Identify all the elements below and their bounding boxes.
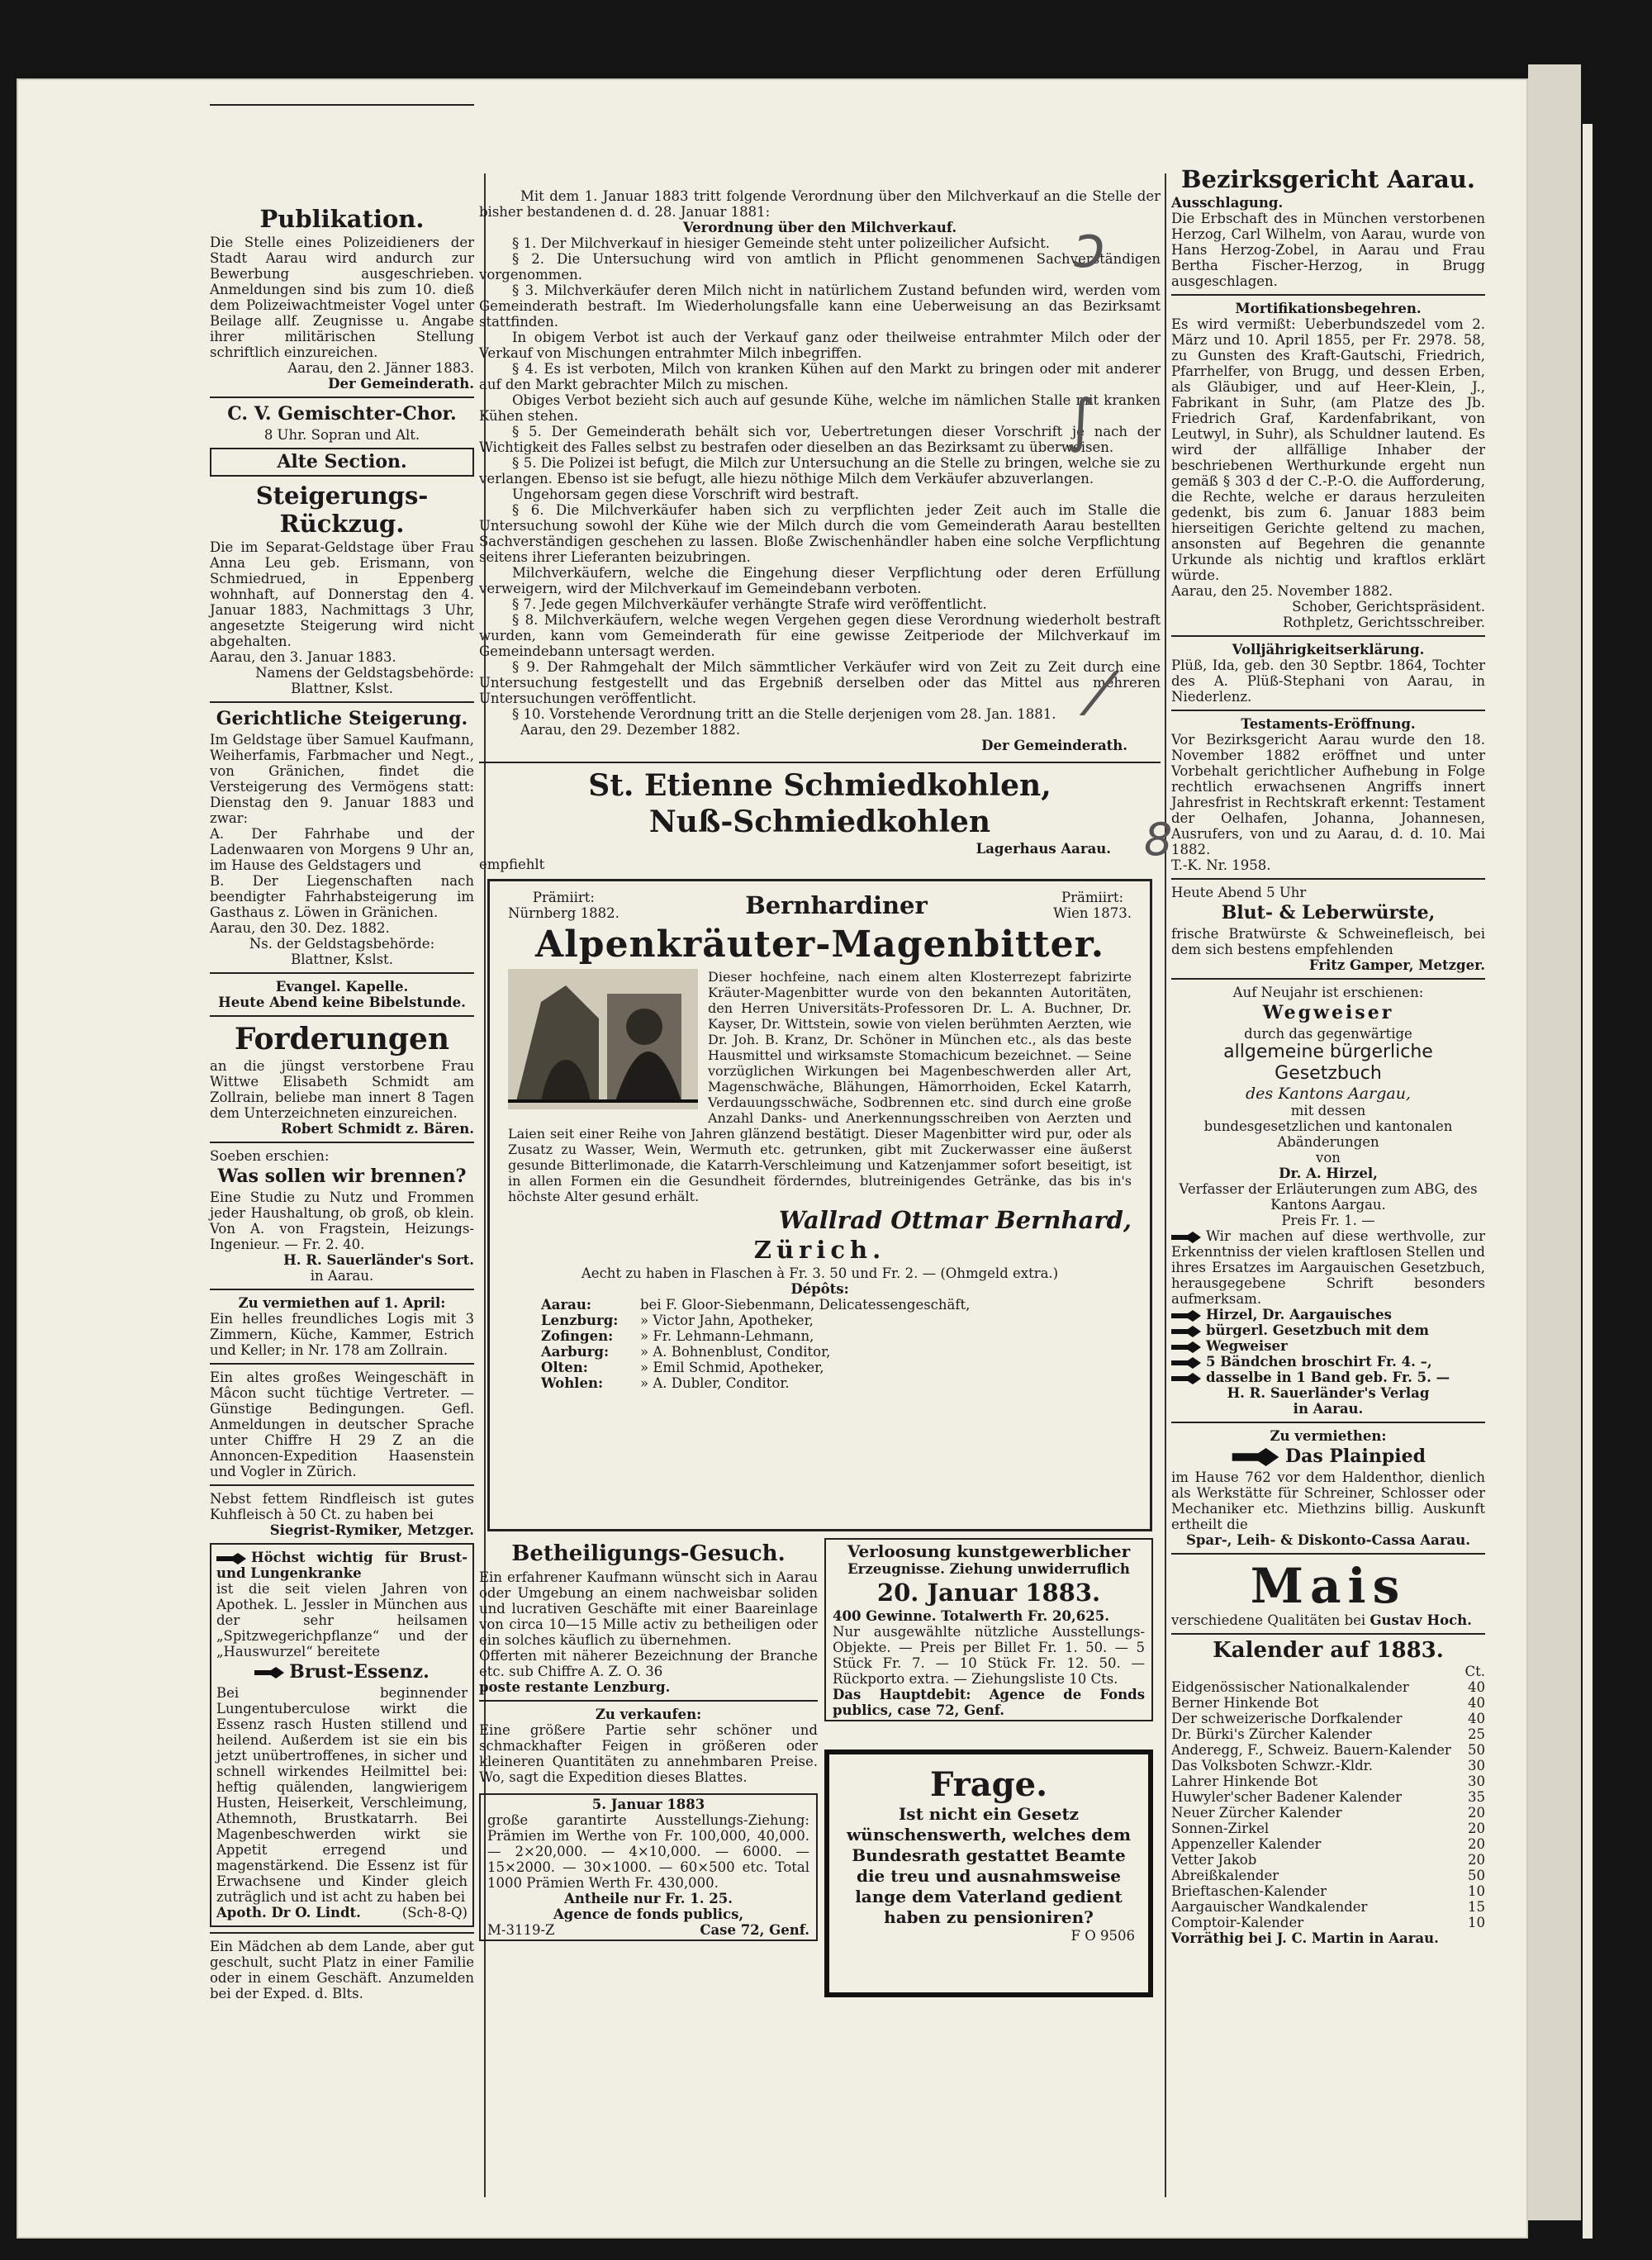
kapelle-line: Heute Abend keine Bibelstunde. (218, 995, 466, 1010)
kalender-row (1171, 1695, 1485, 1711)
depot-row (541, 1360, 1132, 1375)
depot-town: Wohlen: (541, 1375, 604, 1391)
kalender-name: Neuer Zürcher Kalender (1171, 1805, 1342, 1821)
pencil-mark-1: ↄ (1074, 213, 1106, 281)
kalender-price: 50 (1468, 1868, 1485, 1883)
steigerung-signature-2: Blattner, Kslst. (291, 952, 393, 967)
brennen-signature-1: H. R. Sauerländer's Sort. (283, 1252, 474, 1268)
wegweiser-sub-4: bundesgesetzlichen und kantonalen (1203, 1118, 1453, 1134)
wegweiser-note-row (1171, 1228, 1485, 1307)
kalender-price: 30 (1468, 1758, 1485, 1773)
verlosung-date: 20. Januar 1883. (876, 1579, 1101, 1607)
publikation-signature: Der Gemeinderath. (328, 376, 474, 392)
depot-merchant: » A. Dubler, Conditor. (640, 1375, 790, 1391)
verordnung-intro: Mit dem 1. Januar 1883 tritt folgende Verordnung über den Milchverkauf an die Stelle der bisher bestandenen d. d. 28. Januar 1881: (479, 188, 1161, 220)
pointing-hand-icon (1231, 1448, 1280, 1466)
kalender-name: Dr. Bürki's Zürcher Kalender (1171, 1726, 1372, 1742)
lower-ads-left (479, 1538, 818, 1997)
forderungen-title: Forderungen (234, 1022, 450, 1056)
plainpied-signature: Spar-, Leih- & Diskonto-Cassa Aarau. (1185, 1532, 1470, 1548)
divider (479, 762, 1161, 763)
alte-section-box: Alte Section. (210, 448, 474, 477)
steigerung-item-a: A. Der Fahrhabe und der Ladenwaaren von Morgens 9 Uhr an, im Hause des Geldstagers und (210, 826, 474, 873)
verordnung-paragraph: Milchverkäufern, welche die Eingehung dieser Verpflichtung oder deren Erfüllung verweigern, wird der Milchverkauf im Gemeindebann verboten. (479, 565, 1161, 596)
steigerung-item-b: B. Der Liegenschaften nach beendigter Fahrhabsteigerung im Gasthaus z. Löwen in Gränichen. (210, 873, 474, 920)
kalender-price: 30 (1468, 1773, 1485, 1789)
depot-merchant: » Victor Jahn, Apotheker, (640, 1313, 814, 1328)
rueckzug-signature-2: Blattner, Kslst. (291, 681, 393, 696)
kalender-row (1171, 1805, 1485, 1821)
verordnung-paragraphs (479, 235, 1161, 722)
kalender-row (1171, 1773, 1485, 1789)
magenbitter-depots-title: Dépôts: (790, 1281, 849, 1297)
mortifikation-body: Es wird vermißt: Ueberbundszedel vom 2. März und 10. April 1855, per Fr. 2978. 58, zu Gunsten des Kraft-Gautschi, Friedrich, Pfarrhelfer, von Brugg, und dessen Erben, als Gläubiger, und auf Heer-Klein, J., Fabrikant in Suhr, (am Platze des Jb. Friedrich Graf, Kardenfabrikant, von Leutwyl, in Suhr), als Schuldner lautend. Es wird der allfällige Inhaber der beschriebenen Werthurkunde ergeht nun gemäß § 303 d der C.-P.-O. die Aufforderung, die Rechte, welche er daraus herzuleiten gedenkt, bis zum 6. Januar 1883 beim hierseitigen Gerichte geltend zu machen, ansonsten auf Begehren die genannte Urkunde als nichtig und kraftlos erklärt würde. (1171, 316, 1485, 583)
kalender-price: 20 (1468, 1805, 1485, 1821)
lotterie-code: M-3119-Z (487, 1922, 555, 1938)
divider (210, 1484, 474, 1486)
pointing-hand-icon (1171, 1373, 1201, 1384)
brennen-body: Eine Studie zu Nutz und Frommen jeder Haushaltung, ob groß, ob klein. Von A. von Fragstein, Heizungs-Ingenieur. — Fr. 2. 40. (210, 1189, 474, 1252)
mortifikation-title: Mortifikationsbegehren. (1235, 301, 1422, 316)
page-edge-strip (1583, 124, 1593, 2239)
kalender-row (1171, 1758, 1485, 1773)
verordnung-date: Aarau, den 29. Dezember 1882. (520, 722, 741, 738)
maedchen-body: Ein Mädchen ab dem Lande, aber gut geschult, sucht Platz in einer Familie oder in einem Geschäft. Anzumelden bei der Exped. d. Blts. (210, 1939, 474, 2001)
brustessenz-footer (216, 1905, 468, 1921)
magenbitter-left-award (508, 890, 620, 921)
divider (1171, 1422, 1485, 1423)
weingeschaeft-body: Ein altes großes Weingeschäft in Mâcon sucht tüchtige Vertreter. — Günstige Bedingungen. Gefl. Anmeldungen in deutscher Sprache unter Chiffre H 29 Z an die Annoncen-Expedition Haasenstein und Vogler in Zürich. (210, 1370, 474, 1479)
kalender-name: Vetter Jakob (1171, 1852, 1257, 1868)
chor-line: 8 Uhr. Sopran und Alt. (263, 427, 420, 443)
kalender-list (1171, 1679, 1485, 1930)
right-award-place: Wien 1873. (1053, 905, 1132, 921)
mais-signature: Gustav Hoch. (1370, 1612, 1472, 1628)
kohlen-title-1: St. Etienne Schmiedkohlen, (588, 768, 1051, 803)
testament-body: Vor Bezirksgericht Aarau wurde den 18. November 1882 eröffnet und unter Vorbehalt gerichtlicher Aufhebung in Folge rechtlich erwachsenen Angriffs innert Jahresfrist in Rechtskraft erkennt: Testament der Oelhafen, Johanna, Johannesen, Ausrufers, von und zu Aarau, d. d. 10. Mai 1882. (1171, 732, 1486, 857)
wuerste-signature: Fritz Gamper, Metzger. (1308, 957, 1485, 973)
kalender-row (1171, 1836, 1485, 1852)
kalender-name: Appenzeller Kalender (1171, 1836, 1322, 1852)
mortifikation-signature-2: Rothpletz, Gerichtsschreiber. (1282, 615, 1485, 630)
verordnung-paragraph: § 6. Die Milchverkäufer haben sich zu verpflichten jeder Zeit auch im Stalle die Untersuchung sowohl der Kühe wie der Milch durch die vom Gemeinderath Aarau bestellten Sachverständigen geschehen zu lassen. Bloße Zwischenhändler haben eine solche Verpflichtung seitens ihrer Lieferanten beizubringen. (479, 502, 1161, 565)
kalender-row (1171, 1915, 1485, 1930)
kalender-price: 10 (1468, 1883, 1485, 1899)
plainpied-kicker: Zu vermiethen: (1270, 1428, 1387, 1444)
depot-town: Aarburg: (541, 1344, 610, 1360)
divider (1171, 294, 1485, 296)
kalender-row (1171, 1726, 1485, 1742)
vermieten-title: Zu vermiethen auf 1. April: (238, 1295, 446, 1311)
verlosung-title-1: Verloosung kunstgewerblicher (847, 1541, 1131, 1561)
forderungen-body: an die jüngst verstorbene Frau Wittwe Elisabeth Schmidt am Zollrain, beliebe man innert 8 Tagen dem Unterzeichneten einzureichen. (210, 1058, 474, 1121)
brustessenz-ad (210, 1543, 474, 1927)
kalender-price: 20 (1468, 1836, 1485, 1852)
kalender-name: Berner Hinkende Bot (1171, 1695, 1319, 1711)
kalender-signature: Vorräthig bei J. C. Martin in Aarau. (1171, 1930, 1439, 1946)
kalender-price: 20 (1468, 1821, 1485, 1836)
divider (479, 1700, 818, 1702)
verordnung-paragraph: § 5. Der Gemeinderath behält sich vor, Uebertretungen dieser Vorschrift je nach der Wichtigkeit des Falles selbst zu bestrafen oder dieselben an das Bezirksamt zu überweisen. (479, 424, 1161, 455)
depot-merchant: » Fr. Lehmann-Lehmann, (640, 1328, 814, 1344)
verordnung-signature: Der Gemeinderath. (981, 738, 1127, 753)
kalender-title: Kalender auf 1883. (1213, 1638, 1444, 1663)
wegweiser-price: Preis Fr. 1. — (1281, 1213, 1375, 1228)
pencil-mark-2: ∫ (1066, 387, 1096, 454)
magenbitter-body: Dieser hochfeine, nach einem alten Klosterrezept fabrizirte Kräuter-Magenbitter wurde von den bekannten Autoritäten, den Herren Universitäts-Professoren Dr. L. A. Buchner, Dr. Kayser, Dr. Wittstein, sowie von vielen berühmten Aerzten, wie Dr. Joh. B. Kranz, Dr. Schöner in München etc., als das beste Hausmittel und wirksamste Stomachicum bezeichnet. — Seine vorzüglichen Wirkungen bei Magenbeschwerden aller Art, Magenschwäche, Blähungen, Hämorrhoiden, Eckel Katarrh, Verdauungsschwäche, Sodbrennen etc. sind durch eine große Anzahl Danks- und Anerkennungsschreiben von Aerzten und Laien seit einer Reihe von Jahren glänzend bestätigt. Dieser Magenbitter wird pur, oder als Zusatz zu Wasser, Wein, Wermuth etc. getrunken, gibt mit Zuckerwasser eine äußerst gesunde Bitterlimonade, die Katarrh-Verschleimung und Katzenjammer sofort beseitigt, ist in allen Formen ein die Gesundheit förderndes, blutreinigendes Getränke, das bis in's höchste Alter gesund erhält. (508, 969, 1132, 1204)
divider (210, 701, 474, 703)
publikation-date: Aarau, den 2. Jänner 1883. (287, 360, 474, 376)
kalender-price: 50 (1468, 1742, 1485, 1758)
pencil-mark-3: ⁄ (1094, 661, 1104, 729)
divider (210, 972, 474, 974)
steigerung-title: Gerichtliche Steigerung. (216, 708, 468, 729)
column-3 (1171, 164, 1485, 1946)
kalender-name: Der schweizerische Dorfkalender (1171, 1711, 1403, 1726)
wegweiser-note: Wir machen auf diese werthvolle, zur Erkenntniss der vielen kraftlosen Stellen und ihres Ersatzes im Aargauischen Gesetzbuch, herausgegebene Schrift besonders aufmerksam. (1171, 1228, 1485, 1307)
publikation-title: Publikation. (259, 205, 425, 233)
verordnung-paragraph: § 7. Jede gegen Milchverkäufer verhängte Strafe wird veröffentlicht. (512, 596, 987, 612)
plainpied-title-row (1171, 1446, 1485, 1468)
verlosung-body: Nur ausgewählte nützliche Ausstellungs-Objekte. — Preis per Billet Fr. 1. 50. — 5 Stück Fr. 7. — 10 Stück Fr. 12. 50. — Rückporto extra. — Ziehungsliste 10 Cts. (833, 1624, 1145, 1687)
column-rule-right (1165, 173, 1166, 2197)
pointing-hand-icon (254, 1667, 284, 1678)
wegweiser-list-text: bürgerl. Gesetzbuch mit dem (1206, 1322, 1429, 1338)
depot-town: Zofingen: (541, 1328, 614, 1344)
verlosung-line-1: 400 Gewinne. Totalwerth Fr. 20,625. (833, 1608, 1109, 1624)
steigerung-signature-1: Ns. der Geldstagsbehörde: (249, 936, 435, 952)
left-award-place: Nürnberg 1882. (508, 905, 620, 921)
rueckzug-body: Die im Separat-Geldstage über Frau Anna Leu geb. Erismann, von Schmiedrued, in Eppenberg wohnhaft, auf Donnerstag den 4. Januar 1883, Nachmittags 3 Uhr, angesetzte Steigerung wird nicht abgehalten. (210, 539, 474, 649)
brustessenz-intro: ist die seit vielen Jahren von Apothek. L. Jessler in München aus der sehr heilsamen „Spitzwegerichpflanze“ und der „Hauswurzel“ bereitete (216, 1581, 468, 1659)
lotterie-box (479, 1793, 818, 1941)
wuerste-title: Blut- & Leberwürste, (1221, 902, 1436, 923)
testament-code: T.-K. Nr. 1958. (1171, 857, 1271, 873)
pointing-hand-icon (1171, 1232, 1201, 1243)
wegweiser-author: Dr. A. Hirzel, (1279, 1166, 1378, 1181)
kalender-name: Brieftaschen-Kalender (1171, 1883, 1327, 1899)
rindfleisch-body: Nebst fettem Rindfleisch ist gutes Kuhfleisch à 50 Ct. zu haben bei (210, 1491, 474, 1522)
kalender-price: 40 (1468, 1679, 1485, 1695)
steigerung-body: Im Geldstage über Samuel Kaufmann, Weiherfamis, Farbmacher und Negt., von Gränichen, findet die Versteigerung des Vermögens statt: Dienstag den 9. Januar 1883 und zwar: (210, 732, 474, 826)
wegweiser-sub-2: des Kantons Aargau, (1246, 1085, 1411, 1103)
magenbitter-price: Aecht zu haben in Flaschen à Fr. 3. 50 und Fr. 2. — (Ohmgeld extra.) (581, 1265, 1059, 1281)
kalender-row (1171, 1883, 1485, 1899)
magenbitter-firm: Wallrad Ottmar Bernhard, (778, 1206, 1132, 1234)
kalender-name: Sonnen-Zirkel (1171, 1821, 1270, 1836)
feigen-body: Eine größere Partie sehr schöner und schmackhafter Feigen in größeren oder kleineren Quantitäten zu annehmbaren Preise. Wo, sagt die Expedition dieses Blattes. (479, 1722, 818, 1785)
gesuch-body-2: Offerten mit näherer Bezeichnung der Branche etc. sub Chiffre A. Z. O. 36 (479, 1648, 818, 1679)
verordnung-paragraph: § 8. Milchverkäufern, welche wegen Vergehen gegen diese Verordnung wiederholt bestraft wurden, kann vom Gemeinderath für eine gewisse Zeitperiode der Milchverkauf im Gemeindebann untersagt werden. (479, 612, 1161, 659)
bezirksgericht-title: Bezirksgericht Aarau. (1181, 165, 1475, 193)
depot-town: Aarau: (541, 1297, 591, 1313)
pointing-hand-icon (1171, 1357, 1201, 1369)
verordnung-paragraph: Obiges Verbot bezieht sich auch auf gesunde Kühe, welche im nämlichen Stalle mit kranken Kühen stehen. (479, 392, 1161, 424)
divider (1171, 978, 1485, 980)
divider (1171, 710, 1485, 711)
divider (210, 396, 474, 398)
kalender-name: Aargauischer Wandkalender (1171, 1899, 1368, 1915)
bezirksgericht-body: Die Erbschaft des in München verstorbenen Herzog, Carl Wilhelm, von Aarau, wurde von Hans Herzog-Zobel, in Aarau und Frau Bertha Fischer-Herzog, in Brugg ausgeschlagen. (1171, 211, 1485, 289)
divider (210, 104, 474, 106)
wegweiser-sub-6: von (1316, 1150, 1341, 1166)
right-award-label: Prämiirt: (1061, 890, 1124, 905)
wegweiser-list-text: Hirzel, Dr. Aargauisches (1206, 1307, 1392, 1322)
kalender-name: Abreißkalender (1171, 1868, 1279, 1883)
mais-title: Mais (1250, 1558, 1407, 1614)
kalender-name: Huwyler'scher Badener Kalender (1171, 1789, 1403, 1805)
wegweiser-title-2: allgemeine bürgerliche Gesetzbuch (1223, 1042, 1433, 1084)
frage-code: F O 9506 (1070, 1928, 1135, 1944)
kalender-row (1171, 1711, 1485, 1726)
divider (1171, 1633, 1485, 1635)
chor-title: C. V. Gemischter-Chor. (227, 403, 457, 425)
gesuch-body: Ein erfahrener Kaufmann wünscht sich in Aarau oder Umgebung an einem nachweisbar soliden und lucrativen Geschäfte mit einer Baareinlage von circa 10—15 Mille activ zu betheiligen oder ein solches käuflich zu übernehmen. (479, 1569, 818, 1648)
kalender-row (1171, 1679, 1485, 1695)
frage-title: Frage. (929, 1765, 1048, 1804)
pencil-mark-4: 8 (1144, 814, 1173, 866)
kalender-price: 40 (1468, 1695, 1485, 1711)
pointing-hand-icon (216, 1553, 246, 1564)
kalender-name: Comptoir-Kalender (1171, 1915, 1304, 1930)
depot-row (541, 1375, 1132, 1391)
wegweiser-list-text: 5 Bändchen broschirt Fr. 4. –, (1206, 1354, 1432, 1370)
pointing-hand-icon (1171, 1341, 1201, 1353)
monastery-engraving (508, 969, 698, 1109)
lower-ads-right (824, 1538, 1153, 1997)
wegweiser-list-text: dasselbe in 1 Band geb. Fr. 5. — (1206, 1370, 1450, 1385)
brennen-title: Was sollen wir brennen? (217, 1166, 467, 1187)
divider (210, 1932, 474, 1934)
lotterie-body: große garantirte Ausstellungs-Ziehung: Prämien im Werthe von Fr. 100,000, 40,000. — 2×20,000. — 4×10,000. — 6000. — 15×2000. — 30×1000. — 60×500 etc. Total 1000 Prämien Werth Fr. 430,000. (487, 1812, 809, 1891)
kalender-row (1171, 1789, 1485, 1805)
kohlen-empfiehlt: empfiehlt (479, 857, 545, 872)
divider (1171, 635, 1485, 637)
mais-body: verschiedene Qualitäten bei (1171, 1612, 1366, 1628)
magenbitter-ad (487, 879, 1152, 1531)
kalender-row (1171, 1742, 1485, 1758)
mortifikation-date: Aarau, den 25. November 1882. (1171, 583, 1393, 599)
gesuch-title: Betheiligungs-Gesuch. (511, 1541, 786, 1566)
brustessenz-code: (Sch-8-Q) (401, 1905, 468, 1921)
brustessenz-title-row (216, 1661, 468, 1683)
verordnung-paragraph: § 3. Milchverkäufer deren Milch nicht in natürlichem Zustand befunden wird, werden vom Gemeinderath bestraft. Im Wiederholungsfalle kann eine Ueberweisung an das Bezirksamt stattfinden. (479, 282, 1161, 330)
rueckzug-date: Aarau, den 3. Januar 1883. (210, 649, 396, 665)
kalender-name: Anderegg, F., Schweiz. Bauern-Kalender (1171, 1742, 1451, 1758)
depot-row (541, 1297, 1132, 1313)
wuerste-kicker: Heute Abend 5 Uhr (1171, 885, 1307, 900)
brustessenz-heading-row (216, 1550, 468, 1581)
plainpied-body: im Hause 762 vor dem Haldenthor, dienlich als Werkstätte für Schreiner, Schlosser oder Mechaniker etc. Miethzins billig. Auskunft ertheilt die (1171, 1469, 1485, 1532)
wegweiser-sub-7: Verfasser der Erläuterungen zum ABG, des Kantons Aargau. (1179, 1181, 1478, 1213)
magenbitter-header (508, 890, 1132, 921)
lotterie-line-3: Case 72, Genf. (700, 1922, 809, 1938)
magenbitter-depots-list (508, 1297, 1132, 1391)
depot-row (541, 1328, 1132, 1344)
divider (210, 1289, 474, 1290)
divider (1171, 878, 1485, 880)
verlosung-line-2: Das Hauptdebit: Agence de Fonds publics, case 72, Genf. (833, 1687, 1145, 1718)
verordnung-title: Verordnung über den Milchverkauf. (682, 220, 957, 235)
kalender-price: 10 (1468, 1915, 1485, 1930)
verordnung-paragraph: In obigem Verbot ist auch der Verkauf ganz oder theilweise entrahmter Milch oder der Verkauf von Mischungen entrahmter Milch inbegriffen. (479, 330, 1161, 361)
lotterie-line-1: Antheile nur Fr. 1. 25. (564, 1891, 733, 1906)
rueckzug-signature-1: Namens der Geldstagsbehörde: (255, 665, 474, 681)
wegweiser-list-text: Wegweiser (1206, 1338, 1288, 1354)
wegweiser-signature-2: in Aarau. (1293, 1401, 1364, 1417)
verordnung-paragraph: § 1. Der Milchverkauf in hiesiger Gemeinde steht unter polizeilicher Aufsicht. (512, 235, 1050, 251)
frage-body: Ist nicht ein Gesetz wünschenswerth, welches dem Bundesrath gestattet Beamte die treu und ausnahmsweise lange dem Vaterland gedient haben zu pensioniren? (846, 1804, 1132, 1927)
kalender-name: Lahrer Hinkende Bot (1171, 1773, 1318, 1789)
kalender-row (1171, 1899, 1485, 1915)
mais-line (1171, 1612, 1485, 1628)
left-award-label: Prämiirt: (532, 890, 595, 905)
kohlen-sub: Lagerhaus Aarau. (976, 841, 1111, 857)
verordnung-paragraph: § 10. Vorstehende Verordnung tritt an die Stelle derjenigen vom 28. Jan. 1881. (512, 706, 1056, 722)
bezirksgericht-subtitle: Ausschlagung. (1171, 195, 1284, 211)
kalender-row (1171, 1868, 1485, 1883)
wegweiser-title: Wegweiser (1262, 1002, 1394, 1023)
steigerung-date: Aarau, den 30. Dez. 1882. (210, 920, 390, 936)
kalender-unit: Ct. (1464, 1664, 1485, 1679)
brustessenz-title: Brust-Essenz. (289, 1661, 430, 1683)
kalender-price: 20 (1468, 1852, 1485, 1868)
kapelle-title: Evangel. Kapelle. (275, 979, 409, 995)
kalender-row (1171, 1821, 1485, 1836)
magenbitter-brand: Bernhardiner (745, 891, 928, 919)
brennen-signature-2: in Aarau. (310, 1268, 374, 1284)
lower-ads-row (479, 1538, 1161, 1997)
publikation-body: Die Stelle eines Polizeidieners der Stadt Aarau wird andurch zur Bewerbung ausgeschrieben. Anmeldungen sind bis zum 10. dieß dem Polizeiwachtmeister Vogel unter Beilage allf. Zeugnisse u. Angabe ihrer militärischen Stellung schriftlich einzureichen. (210, 235, 474, 360)
frage-box (824, 1750, 1153, 1997)
kalender-price: 35 (1468, 1789, 1485, 1805)
verordnung-paragraph: § 9. Der Rahmgehalt der Milch sämmtlicher Verkäufer wird von Zeit zu Zeit durch eine Untersuchung festgestellt und das Ergebniß derselben oder das Mittel aus mehreren Untersuchungen veröffentlicht. (479, 659, 1161, 706)
kalender-name: Das Volksboten Schwzr.-Kldr. (1171, 1758, 1373, 1773)
volljaehrig-title: Volljährigkeitserklärung. (1232, 642, 1425, 658)
wegweiser-list-item (1171, 1338, 1485, 1354)
depot-row (541, 1344, 1132, 1360)
rueckzug-title: Steigerungs-Rückzug. (255, 482, 429, 538)
brustessenz-signature: Apoth. Dr O. Lindt. (216, 1905, 361, 1921)
divider (210, 1142, 474, 1143)
lotterie-footer (487, 1922, 809, 1938)
divider (210, 1363, 474, 1365)
magenbitter-title: Alpenkräuter-Magenbitter. (534, 923, 1105, 966)
divider (1171, 1553, 1485, 1555)
magenbitter-right-award (1053, 890, 1132, 921)
column-2 (479, 188, 1161, 1997)
kohlen-title-2: Nuß-Schmiedkohlen (648, 805, 991, 839)
depot-merchant: » A. Bohnenblust, Conditor, (640, 1344, 831, 1360)
wegweiser-sub-3: mit dessen (1290, 1103, 1366, 1118)
verlosung-box (824, 1538, 1153, 1721)
verordnung-paragraph: § 5. Die Polizei ist befugt, die Milch zur Untersuchung an die Stelle zu bringen, welche sie zu verlangen. Ebenso ist sie befugt, alle hiezu nöthige Milch dem Verkäufer abzuverlangen. (479, 455, 1161, 487)
mortifikation-signature-1: Schober, Gerichtspräsident. (1292, 599, 1485, 615)
wegweiser-sub-1: durch das gegenwärtige (1244, 1026, 1412, 1042)
depot-merchant: bei F. Gloor-Siebenmann, Delicatessengeschäft, (640, 1297, 971, 1313)
verordnung-paragraph: Ungehorsam gegen diese Vorschrift wird bestraft. (512, 487, 860, 502)
rindfleisch-signature: Siegrist-Rymiker, Metzger. (269, 1522, 474, 1538)
pointing-hand-icon (1171, 1326, 1201, 1337)
wegweiser-list-item (1171, 1307, 1485, 1322)
wegweiser-list (1171, 1307, 1485, 1385)
wegweiser-list-item (1171, 1322, 1485, 1338)
testament-title: Testaments-Eröffnung. (1241, 716, 1416, 732)
plainpied-title: Das Plainpied (1284, 1446, 1426, 1467)
brennen-kicker: Soeben erschien: (210, 1148, 330, 1164)
kalender-row (1171, 1852, 1485, 1868)
verordnung-paragraph: § 4. Es ist verboten, Milch von kranken Kühen auf den Markt zu bringen oder mit anderer auf den Markt gebrachter Milch zu mischen. (479, 361, 1161, 392)
brustessenz-heading: Höchst wichtig für Brust- und Lungenkranke (216, 1550, 468, 1581)
pointing-hand-icon (1171, 1310, 1201, 1322)
wegweiser-list-item (1171, 1370, 1485, 1385)
kalender-name: Eidgenössischer Nationalkalender (1171, 1679, 1409, 1695)
volljaehrig-body: Plüß, Ida, geb. den 30 Septbr. 1864, Tochter des A. Plüß-Stephani von Aarau, in Niederlenz. (1171, 658, 1485, 705)
depot-merchant: » Emil Schmid, Apotheker, (640, 1360, 824, 1375)
wegweiser-signature-1: H. R. Sauerländer's Verlag (1227, 1385, 1430, 1401)
brustessenz-body: Bei beginnender Lungentuberculose wirkt die Essenz rasch Husten stillend und heilend. Außerdem ist sie ein bis jetzt unübertroffenes, in sicher und schnell wirkendes Heilmittel bei: heftig quälenden, langwierigem Husten, Heiserkeit, Verschleimung, Athemnoth, Brustkatarrh. Bei Magenbeschwerden wirkt sie Appetit erregend und magenstärkend. Die Essenz ist für Erwachsene und Kinder gleich zuträglich und ist acht zu haben bei (216, 1685, 468, 1905)
verordnung-paragraph: § 2. Die Untersuchung wird von amtlich in Pflicht genommenen Sachverständigen vorgenommen. (479, 251, 1161, 282)
kalender-price: 15 (1468, 1899, 1485, 1915)
wuerste-body: frische Bratwürste & Schweinefleisch, bei dem sich bestens empfehlenden (1171, 926, 1485, 957)
lotterie-date: 5. Januar 1883 (591, 1797, 705, 1812)
wegweiser-list-item (1171, 1354, 1485, 1370)
depot-row (541, 1313, 1132, 1328)
wegweiser-kicker: Auf Neujahr ist erschienen: (1232, 985, 1424, 1000)
forderungen-signature: Robert Schmidt z. Bären. (281, 1121, 474, 1137)
depot-town: Olten: (541, 1360, 588, 1375)
gesuch-line: poste restante Lenzburg. (479, 1679, 671, 1695)
column-1 (210, 99, 474, 2001)
feigen-title: Zu verkaufen: (595, 1707, 702, 1722)
verlosung-title-2: Erzeugnisse. Ziehung unwiderruflich (847, 1561, 1130, 1577)
wegweiser-sub-5: Abänderungen (1277, 1134, 1379, 1150)
vermieten-body: Ein helles freundliches Logis mit 3 Zimmern, Küche, Kammer, Estrich und Keller; in Nr. 178 am Zollrain. (210, 1311, 474, 1358)
divider (210, 1015, 474, 1017)
kalender-price: 40 (1468, 1711, 1485, 1726)
page-edge (1528, 64, 1581, 2220)
depot-town: Lenzburg: (541, 1313, 619, 1328)
magenbitter-city: Zürich. (753, 1236, 886, 1264)
lotterie-line-2: Agence de fonds publics, (553, 1906, 744, 1922)
kalender-price: 25 (1468, 1726, 1485, 1742)
